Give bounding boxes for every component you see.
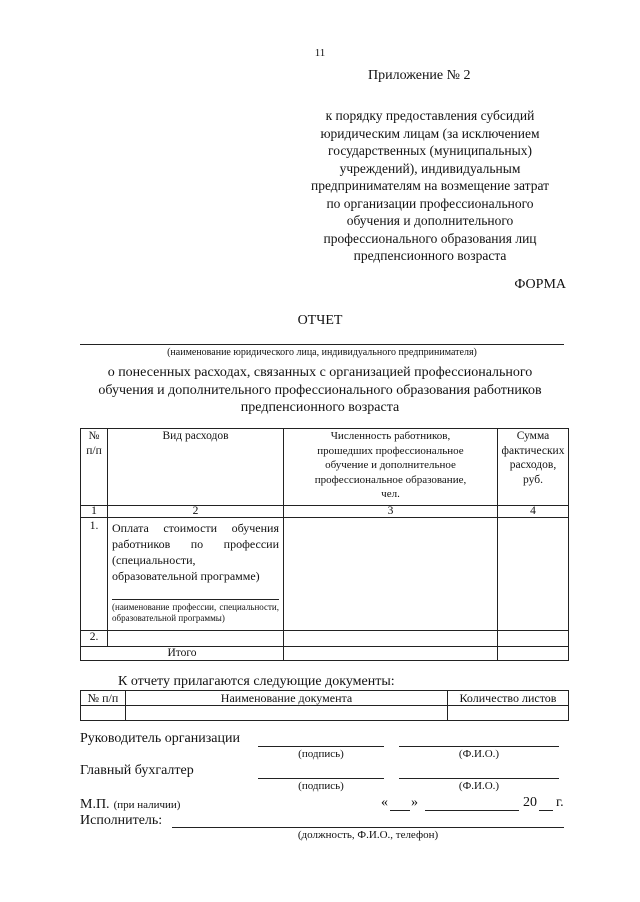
date-quote-close: » — [411, 795, 418, 810]
appendix-title: Приложение № 2 — [368, 68, 471, 83]
accountant-fio-caption: (Ф.И.О.) — [458, 780, 500, 792]
row-1-expense-cell — [108, 518, 284, 631]
organization-name-line[interactable] — [80, 344, 564, 345]
table-row — [81, 518, 569, 631]
head-signature-caption: (подпись) — [298, 748, 344, 760]
date-day-line[interactable] — [390, 810, 410, 811]
row-1-expense-text: Оплата стоимости обучения работников по профессии (специальности, образовательной программе) — [112, 521, 279, 583]
row-1-count-cell[interactable] — [284, 518, 498, 631]
doc-header-name: Наименование документа — [126, 691, 448, 706]
accountant-label: Главный бухгалтер — [80, 763, 194, 778]
date-year-line[interactable] — [539, 810, 553, 811]
form-label: ФОРМА — [514, 277, 566, 292]
documents-table — [80, 690, 569, 721]
row-1-num: 1. — [81, 518, 108, 631]
executor-label: Исполнитель: — [80, 813, 163, 828]
col-number-1: 1 — [81, 506, 108, 518]
header-employee-count: Численность работников, прошедших профессиональное обучение и дополнительное профессиональное образование, чел. — [284, 429, 498, 506]
executor-caption: (должность, Ф.И.О., телефон) — [297, 829, 439, 841]
head-fio-caption: (Ф.И.О.) — [458, 748, 500, 760]
row-1-amount-cell[interactable] — [498, 518, 569, 631]
total-label: Итого — [81, 647, 284, 661]
total-amount-cell[interactable] — [498, 647, 569, 661]
head-fio-line[interactable] — [399, 746, 559, 747]
doc-sheets-cell[interactable] — [448, 706, 569, 721]
col-number-3: 3 — [284, 506, 498, 518]
profession-name-caption: (наименование профессии, специальности, образовательной программы) — [112, 602, 279, 623]
date-quote-open: « — [381, 795, 388, 810]
stamp-label: М.П. — [80, 797, 110, 812]
col-number-4: 4 — [498, 506, 569, 518]
organization-name-caption: (наименование юридического лица, индивидуального предпринимателя) — [167, 347, 477, 358]
total-row — [81, 647, 569, 661]
header-num: № п/п — [81, 429, 108, 506]
documents-header-row — [81, 691, 569, 706]
total-count-cell[interactable] — [284, 647, 498, 661]
stamp-note: (при наличии) — [113, 799, 181, 811]
row-2-count-cell[interactable] — [284, 631, 498, 647]
expenses-table — [80, 428, 569, 661]
report-title: ОТЧЕТ — [297, 313, 343, 328]
executor-line[interactable] — [172, 827, 564, 828]
appendix-body: к порядку предоставления субсидий юридическим лицам (за исключением государственных (муниципальных) учреждений), индивидуальным предпринимателям на возмещение затрат по организации профессионального обучения и дополнительного профессионального образования лиц предпенсионного возраста — [311, 108, 549, 263]
row-2-num: 2. — [81, 631, 108, 647]
row-2-expense-cell[interactable] — [108, 631, 284, 647]
date-year-prefix: 20 — [523, 795, 537, 810]
accountant-signature-caption: (подпись) — [298, 780, 344, 792]
table-row — [81, 631, 569, 647]
date-year-suffix: г. — [556, 795, 564, 810]
head-signature-line[interactable] — [258, 746, 384, 747]
doc-header-num: № п/п — [81, 691, 126, 706]
documents-intro: К отчету прилагаются следующие документы: — [118, 674, 395, 689]
table-row — [81, 706, 569, 721]
col-number-2: 2 — [108, 506, 284, 518]
doc-header-sheets: Количество листов — [448, 691, 569, 706]
doc-num-cell[interactable] — [81, 706, 126, 721]
date-month-line[interactable] — [425, 810, 519, 811]
accountant-fio-line[interactable] — [399, 778, 559, 779]
table-header-row — [81, 429, 569, 506]
column-number-row — [81, 506, 569, 518]
header-amount: Сумма фактических расходов, руб. — [498, 429, 569, 506]
profession-name-line[interactable] — [112, 599, 279, 600]
accountant-signature-line[interactable] — [258, 778, 384, 779]
report-subtitle: о понесенных расходах, связанных с организацией профессионального обучения и дополнительного профессионального образования работников предпенсионного возраста — [98, 365, 542, 415]
row-2-amount-cell[interactable] — [498, 631, 569, 647]
head-label: Руководитель организации — [80, 731, 240, 746]
doc-name-cell[interactable] — [126, 706, 448, 721]
page-number: 11 — [314, 47, 326, 59]
stamp-block — [80, 795, 180, 813]
header-expense-type: Вид расходов — [108, 429, 284, 506]
